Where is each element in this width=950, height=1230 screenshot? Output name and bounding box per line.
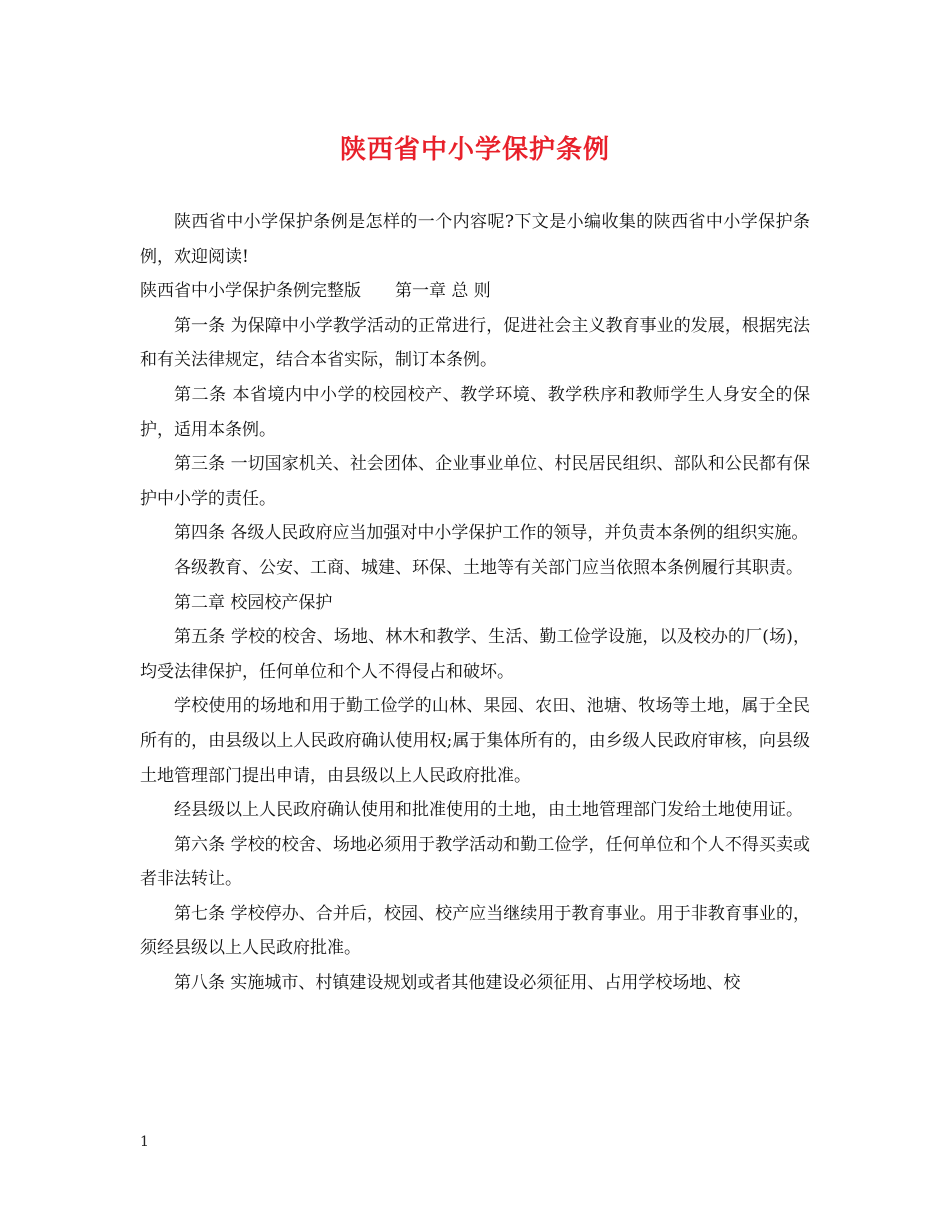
- paragraph-article-4-cont: 各级教育、公安、工商、城建、环保、土地等有关部门应当依照本条例履行其职责。: [174, 557, 803, 578]
- paragraph-article-5-land: 学校使用的场地和用于勤工俭学的山林、果园、农田、池塘、牧场等土地，属于全民所有的，由县级以上人民政府确认使用权;属于集体所有的，由乡级人民政府审核，向县级土地管理部门提出申请，由县级以上人民政府批准。: [140, 696, 810, 786]
- paragraph-article-5-cert: 经县级以上人民政府确认使用和批准使用的土地，由土地管理部门发给土地使用证。: [174, 800, 803, 821]
- document-body: [140, 205, 810, 1001]
- paragraph-article-2: 第二条 本省境内中小学的校园校产、教学环境、教学秩序和教师学生人身安全的保护，适用本条例。: [140, 384, 810, 440]
- paragraph-chapter-heading: 陕西省中小学保护条例完整版 第一章 总 则: [140, 281, 491, 302]
- paragraph-article-4: 第四条 各级人民政府应当加强对中小学保护工作的领导，并负责本条例的组织实施。: [174, 523, 809, 544]
- document-title: 陕西省中小学保护条例: [339, 135, 610, 165]
- paragraph-article-7: 第七条 学校停办、合并后，校园、校产应当继续用于教育事业。用于非教育事业的，须经县级以上人民政府批准。: [140, 903, 810, 959]
- paragraph-article-3: 第三条 一切国家机关、社会团体、企业事业单位、村民居民组织、部队和公民都有保护中小学的责任。: [140, 454, 810, 509]
- paragraph-article-1: 第一条 为保障中小学教学活动的正常进行，促进社会主义教育事业的发展，根据宪法和有关法律规定，结合本省实际，制订本条例。: [140, 315, 810, 371]
- paragraph-article-8: 第八条 实施城市、村镇建设规划或者其他建设必须征用、占用学校场地、校: [174, 973, 741, 994]
- paragraph-chapter-2: 第二章 校园校产保护: [174, 592, 333, 613]
- page-number: 1: [140, 1134, 149, 1150]
- paragraph-article-5: 第五条 学校的校舍、场地、林木和教学、生活、勤工俭学设施，以及校办的厂(场)，均受法律保护，任何单位和个人不得侵占和破坏。: [140, 627, 810, 682]
- paragraph-article-6: 第六条 学校的校舍、场地必须用于教学活动和勤工俭学，任何单位和个人不得买卖或者非法转让。: [140, 834, 810, 890]
- paragraph-intro: 陕西省中小学保护条例是怎样的一个内容呢?下文是小编收集的陕西省中小学保护条例，欢迎阅读!: [140, 212, 810, 267]
